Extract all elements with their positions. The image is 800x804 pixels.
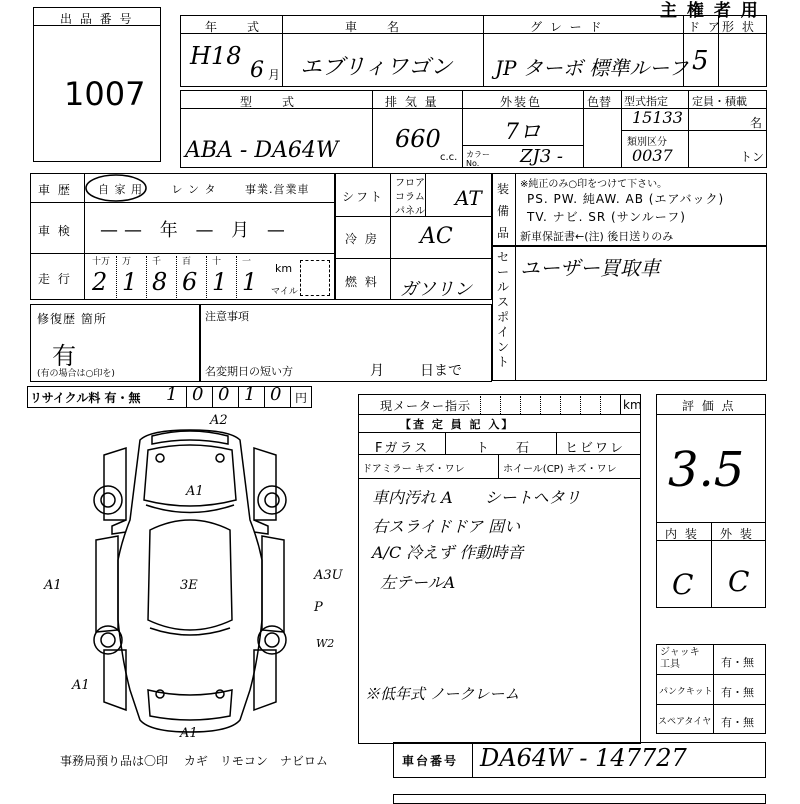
- month-value: 6: [250, 58, 264, 83]
- mileage-digit: 8: [152, 268, 168, 296]
- damage-mark-roof: 3E: [180, 578, 198, 593]
- chassis-label: 車台番号: [402, 754, 459, 768]
- shift-label: シフト: [342, 190, 385, 204]
- color-no-value: ZJ3 -: [520, 146, 563, 167]
- chassis-value: DA64W - 147727: [480, 744, 687, 772]
- meter-unit: km: [623, 398, 642, 412]
- inspection-note-4: 左テールA: [380, 573, 456, 592]
- mileage-digit-header: 百: [182, 257, 192, 267]
- ac-value: AC: [420, 224, 453, 249]
- displacement-unit: c.c.: [440, 152, 458, 163]
- repair-value: 有: [52, 342, 76, 370]
- col-color: 外装色: [500, 95, 543, 109]
- mile-label: マイル: [271, 287, 298, 297]
- mileage-digit: 1: [242, 268, 258, 296]
- mileage-digit-header: 一: [242, 257, 252, 267]
- col-capacity: 定員・積載: [692, 95, 747, 108]
- wheel-label: ホイール(CP) キズ・ワレ: [503, 464, 617, 475]
- inspector-header: 【査 定 員 記 入】: [400, 418, 515, 431]
- color-value: 7ロ: [505, 120, 541, 145]
- shift-option-column: コラム: [395, 192, 425, 203]
- puncture-label: パンクキット: [659, 687, 713, 697]
- damage-mark-left: A1: [44, 578, 62, 593]
- inspection-label: 車 検: [38, 224, 72, 238]
- grade-value: JP ターボ 標準ルーフ: [495, 56, 689, 80]
- model-value: ABA - DA64W: [185, 138, 339, 163]
- history-options: 自 家 用 レ ン タ 事業.営業車: [98, 183, 310, 196]
- score-value: 3.5: [668, 442, 745, 498]
- score-label: 評 価 点: [682, 399, 736, 413]
- top-right-label: 主 権 者 用: [660, 1, 760, 21]
- exterior-label: 外 装: [720, 527, 754, 541]
- ac-label: 冷 房: [345, 232, 379, 246]
- caution-label: 注意事項: [205, 310, 249, 323]
- recycle-digit: 1: [166, 384, 178, 405]
- glass-opt2: 石: [516, 441, 532, 456]
- col-doors: ド ア: [688, 20, 722, 34]
- mileage-digit-header: 万: [122, 257, 132, 267]
- mileage-digit: 2: [92, 268, 108, 296]
- meter-label: 現メーター指示: [380, 399, 472, 413]
- damage-mark-left-rear: A1: [72, 678, 90, 693]
- recycle-digit: 0: [192, 384, 204, 405]
- shift-option-floor: フロア: [395, 178, 425, 189]
- shift-value: AT: [455, 186, 482, 210]
- jack-option: 有・無: [721, 656, 754, 669]
- mileage-digit: 1: [212, 268, 228, 296]
- type-spec-value: 15133: [632, 108, 683, 127]
- mirror-label: ドアミラー キズ・ワレ: [362, 464, 465, 475]
- repair-note: (有の場合は○印を): [37, 369, 115, 379]
- mileage-digit: 1: [122, 268, 138, 296]
- col-type-spec: 型式指定: [624, 95, 668, 108]
- repair-label: 修復歴 箇所: [37, 312, 107, 326]
- equipment-label: 装 備 品: [497, 182, 510, 240]
- fuel-label: 燃 料: [345, 275, 379, 289]
- inspection-note-1: 車内汚れ A シートヘタリ: [372, 488, 581, 507]
- mileage-digit-header: 十万: [92, 257, 111, 267]
- capacity-unit-ton: トン: [740, 150, 765, 164]
- lot-number: 1007: [64, 75, 146, 113]
- sales-point-value: ユーザー買取車: [520, 256, 660, 280]
- damage-mark-right-w: W2: [316, 637, 335, 650]
- lot-number-label: 出 品 番 号: [60, 12, 134, 26]
- color-no-label: カラー No.: [466, 150, 490, 168]
- col-name: 車 名: [345, 20, 402, 34]
- inspection-bottom-note: ※低年式 ノークレーム: [365, 685, 520, 703]
- damage-mark-right-p: P: [314, 600, 323, 615]
- class-label: 類別区分: [627, 137, 667, 148]
- col-shape: 形 状: [722, 20, 756, 34]
- mileage-digit-header: 十: [212, 257, 222, 267]
- equipment-warranty: 新車保証書←(注) 後日送りのみ: [520, 230, 674, 243]
- recycle-label: リサイクル料 有・無: [30, 391, 141, 405]
- damage-mark-rear: A1: [180, 726, 198, 741]
- recycle-digit: 1: [244, 384, 256, 405]
- spare-label: スペアタイヤ: [658, 717, 712, 727]
- glass-opt3: ヒビワレ: [565, 441, 626, 456]
- displacement-value: 660: [395, 125, 441, 153]
- name-change-month: 月: [370, 363, 384, 379]
- glass-opt1: ト: [476, 441, 492, 456]
- name-value: エブリィワゴン: [300, 55, 453, 80]
- col-model: 型 式: [240, 95, 297, 109]
- exterior-value: C: [728, 565, 750, 598]
- inspection-value: —— 年 — 月 —: [100, 220, 291, 241]
- deposit-items: 事務局預り品は〇印 カギ リモコン ナビロム: [60, 754, 328, 768]
- sales-point-label: セールスポイント: [497, 250, 510, 369]
- fuel-value: ガソリン: [400, 279, 472, 300]
- month-unit: 月: [268, 68, 281, 82]
- equipment-note: ※純正のみ○印をつけて下さい。: [520, 179, 668, 190]
- jack-label: ジャッキ 工具: [660, 647, 700, 670]
- spare-option: 有・無: [721, 716, 754, 729]
- name-change-day: 日まで: [420, 363, 462, 379]
- recycle-unit: 円: [295, 391, 308, 405]
- col-displacement: 排 気 量: [385, 95, 439, 109]
- mileage-digit: 6: [182, 268, 198, 296]
- year-value: H18: [190, 42, 242, 70]
- equipment-line2: TV. ナビ. SR (サンルーフ): [527, 210, 686, 224]
- capacity-unit-people: 名: [750, 116, 763, 130]
- damage-mark-hood: A1: [186, 484, 204, 499]
- interior-value: C: [672, 568, 694, 601]
- col-repaint: 色替: [587, 95, 612, 109]
- mileage-digit-header: 千: [152, 257, 162, 267]
- interior-label: 内 装: [665, 527, 699, 541]
- mileage-label: 走 行: [38, 272, 72, 286]
- class-value: 0037: [632, 146, 673, 165]
- doors-value: 5: [692, 46, 709, 76]
- inspection-note-3: A/C 冷えず 作動時音: [372, 543, 524, 562]
- glass-label: Fガラス: [375, 441, 430, 456]
- inspection-note-2: 右スライドドア 固い: [372, 517, 521, 536]
- col-grade: グ レ ー ド: [530, 20, 604, 34]
- damage-mark-right: A3U: [314, 568, 343, 583]
- shift-option-panel: パネル: [395, 206, 425, 217]
- puncture-option: 有・無: [721, 686, 754, 699]
- recycle-digit: 0: [218, 384, 230, 405]
- km-label: km: [275, 262, 293, 275]
- equipment-line1: PS. PW. 純AW. AB (エアバック): [527, 192, 725, 206]
- col-year: 年 式: [205, 20, 262, 34]
- name-change-label: 名変期日の短い方: [205, 365, 293, 378]
- history-label: 車 歴: [38, 183, 72, 197]
- damage-mark-front: A2: [210, 413, 228, 428]
- recycle-digit: 0: [270, 384, 282, 405]
